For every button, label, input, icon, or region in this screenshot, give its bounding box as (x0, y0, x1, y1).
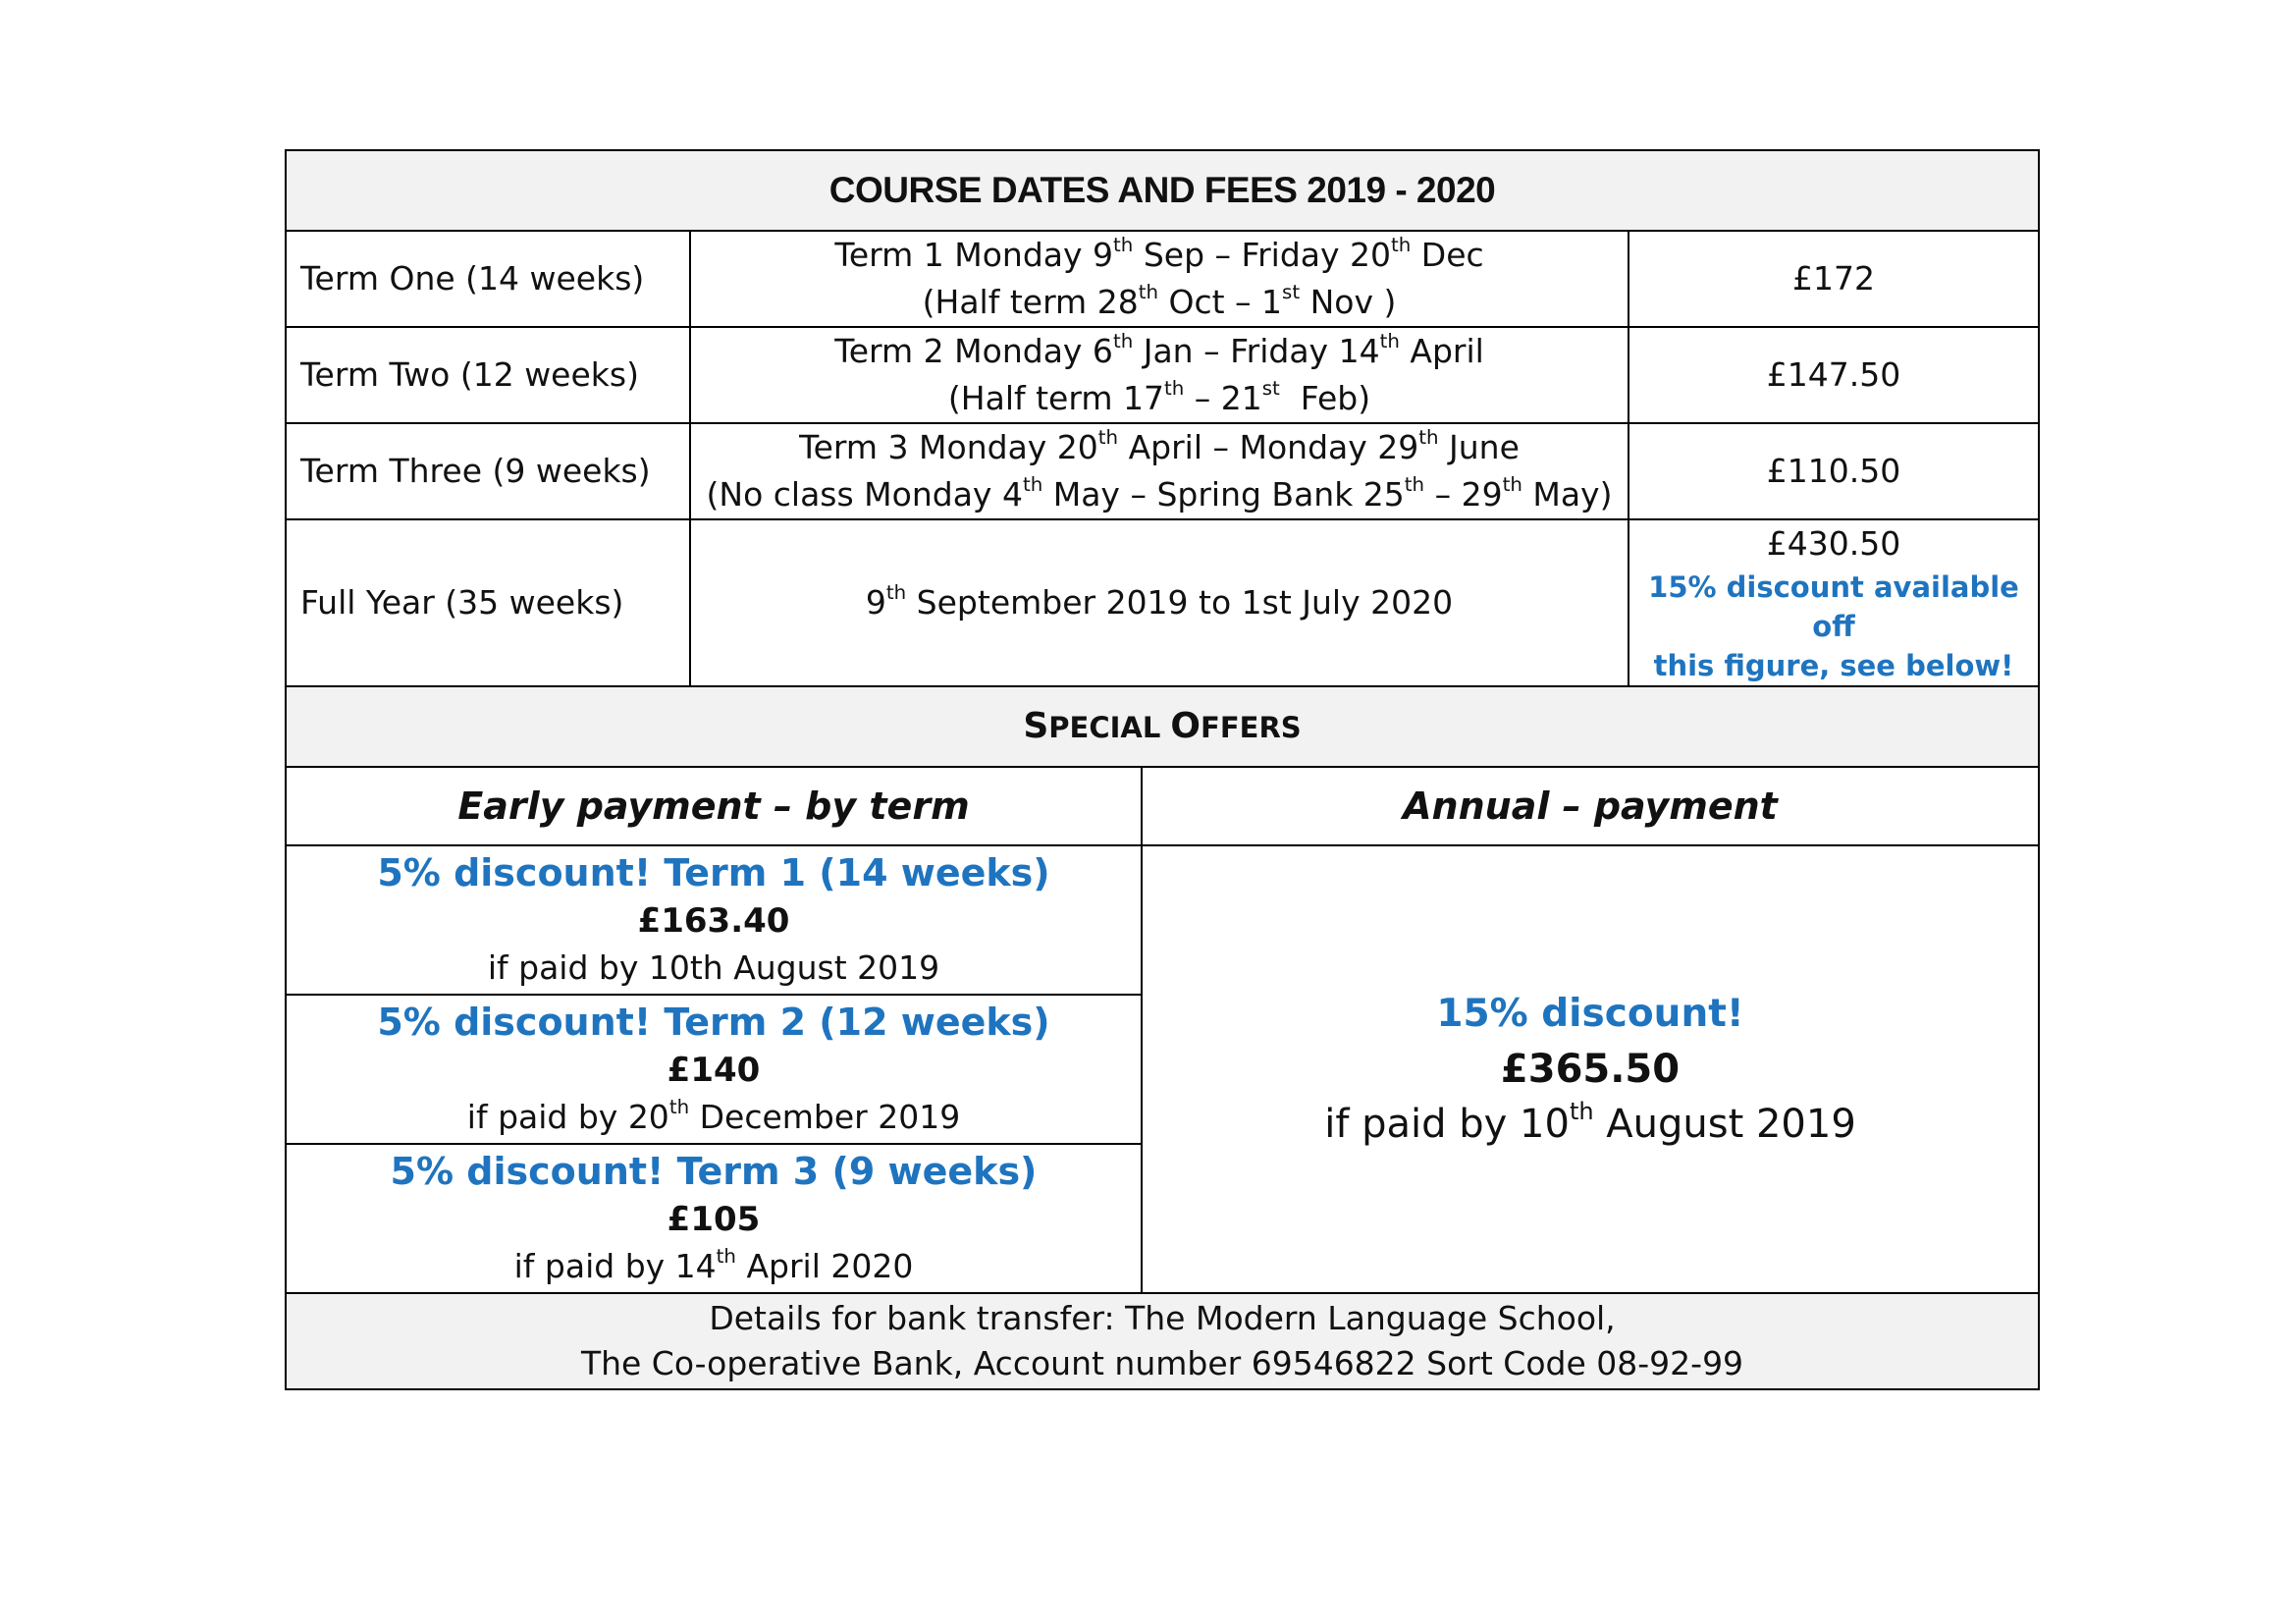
full-year-label: Full Year (35 weeks) (286, 519, 690, 686)
early-offer-row-1 (286, 845, 2039, 995)
annual-offer: 15% discount! £365.50 if paid by 10th August 2019 (1142, 845, 2039, 1293)
term-fee: £172 (1629, 231, 2039, 327)
term-fee: £147.50 (1629, 327, 2039, 423)
term-fee: £110.50 (1629, 423, 2039, 519)
fees-document (285, 149, 2038, 1390)
early-payment-heading: Early payment – by term (286, 767, 1142, 845)
discount-note: 15% discount available off this figure, see below! (1648, 570, 2019, 682)
annual-payment-heading: Annual – payment (1142, 767, 2039, 845)
full-year-row (286, 519, 2039, 686)
term-dates: Term 1 Monday 9th Sep – Friday 20th Dec (Half term 28th Oct – 1st Nov ) (690, 231, 1629, 327)
term-dates: Term 2 Monday 6th Jan – Friday 14th April (Half term 17th – 21st Feb) (690, 327, 1629, 423)
special-offers-heading: SPECIAL OFFERS (286, 686, 2039, 767)
page-title: COURSE DATES AND FEES 2019 - 2020 (286, 150, 2039, 231)
term-dates: Term 3 Monday 20th April – Monday 29th June (No class Monday 4th May – Spring Bank 25th – 29th May) (690, 423, 1629, 519)
bank-details: Details for bank transfer: The Modern Language School, The Co-operative Bank, Account number 69546822 Sort Code 08-92-99 (286, 1293, 2039, 1389)
term-row-2 (286, 327, 2039, 423)
early-offer: 5% discount! Term 2 (12 weeks) £140 if paid by 20th December 2019 (286, 995, 1142, 1144)
fees-table (285, 149, 2040, 1390)
term-row-1 (286, 231, 2039, 327)
full-year-dates: 9th September 2019 to 1st July 2020 (690, 519, 1629, 686)
term-row-3 (286, 423, 2039, 519)
early-offer: 5% discount! Term 1 (14 weeks) £163.40 if paid by 10th August 2019 (286, 845, 1142, 995)
term-label: Term Three (9 weeks) (286, 423, 690, 519)
full-year-fee-cell (1629, 519, 2039, 686)
early-offer: 5% discount! Term 3 (9 weeks) £105 if paid by 14th April 2020 (286, 1144, 1142, 1293)
term-label: Term One (14 weeks) (286, 231, 690, 327)
full-year-fee: £430.50 (1766, 524, 1901, 563)
term-label: Term Two (12 weeks) (286, 327, 690, 423)
